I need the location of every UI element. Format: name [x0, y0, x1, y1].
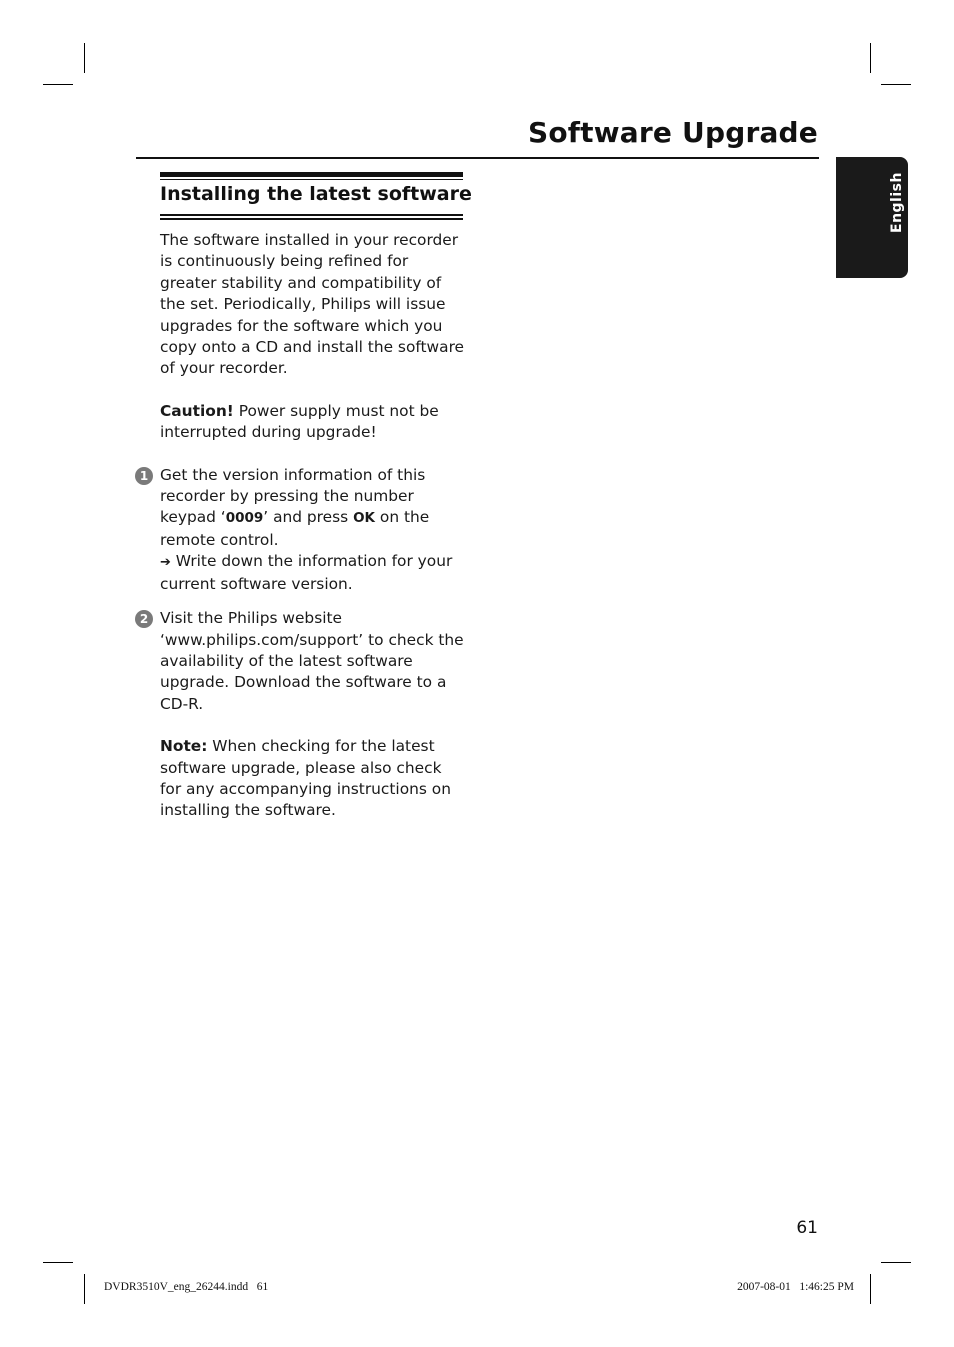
ok-key: OK — [353, 510, 376, 527]
step-number-badge: 2 — [135, 610, 153, 628]
note-paragraph — [160, 736, 466, 822]
caution-text: Power supply must not be interrupted during upgrade! — [160, 401, 439, 442]
note-text: When checking for the latest software upgrade, please also check for any accompanying instructions on installing the software. — [160, 737, 451, 820]
step-number-badge: 1 — [135, 467, 153, 485]
crop-mark — [881, 84, 911, 85]
language-tab — [836, 157, 908, 278]
section-rule-bottom-second — [160, 218, 463, 220]
note-label: Note: — [160, 737, 208, 756]
language-tab-label: English — [889, 172, 905, 233]
crop-mark — [84, 43, 85, 73]
footer-timestamp: 2007-08-01 1:46:25 PM — [737, 1281, 854, 1293]
step-1-text: Get the version information of this recorder by pressing the number keypad ‘0009’ and press OK on the remote control. — [160, 465, 430, 549]
step-2 — [139, 608, 466, 715]
body-column — [139, 230, 466, 822]
title-rule — [136, 157, 819, 159]
section-heading: Installing the latest software — [160, 183, 472, 205]
crop-mark — [43, 1262, 73, 1263]
crop-mark — [870, 1274, 871, 1304]
section-rule-top — [160, 172, 463, 177]
key-code: 0009 — [225, 510, 264, 527]
crop-mark — [84, 1274, 85, 1304]
page-number: 61 — [796, 1218, 818, 1238]
caution-paragraph — [160, 401, 466, 444]
step-1 — [139, 465, 466, 595]
crop-mark — [870, 43, 871, 73]
intro-paragraph: The software installed in your recorder is continuously being refined for greater stability and compatibility of the set. Periodically, Philips will issue upgrades for the software which you copy onto a CD and install the software of your recorder. — [160, 231, 465, 378]
section-rule-top-thin — [160, 179, 463, 180]
step-2-text: Visit the Philips website ‘www.philips.com/support’ to check the availability of the latest software upgrade. Download the software to a CD-R. — [160, 609, 464, 713]
step-1-result: ➔ Write down the information for your current software version. — [160, 552, 453, 593]
footer-file-info: DVDR3510V_eng_26244.indd 61 — [104, 1281, 269, 1293]
caution-label: Caution! — [160, 401, 234, 420]
page-title: Software Upgrade — [527, 116, 818, 149]
arrow-right-icon: ➔ — [160, 555, 171, 571]
crop-mark — [881, 1262, 911, 1263]
section-rule-bottom — [160, 214, 463, 216]
crop-mark — [43, 84, 73, 85]
